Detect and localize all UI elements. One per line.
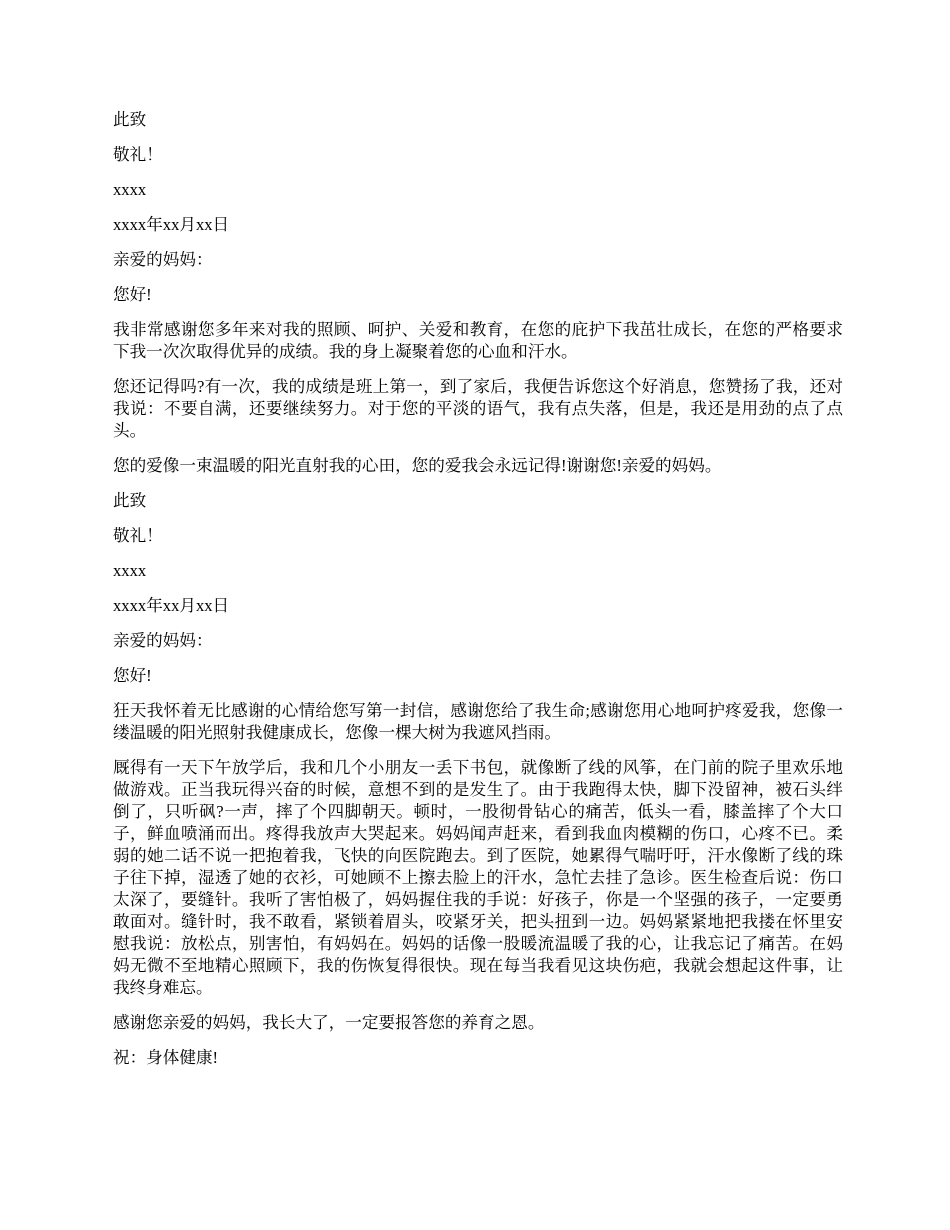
signature-name-2: xxxx [113,561,147,580]
closing-jingli-2: 敬礼！ [113,526,163,545]
body-paragraph-1: 我非常感谢您多年来对我的照顾、呵护、关爱和教育，在您的庇护下我茁壮成长，在您的严格要求下我一次次取得优异的成绩。我的身上凝聚着您的心血和汗水。 [113,320,843,361]
closing-cizhi-1: 此致 [113,110,147,129]
salutation-2: 亲爱的妈妈： [113,631,213,650]
greeting-2: 您好! [113,666,152,685]
body-paragraph-6: 感谢您亲爱的妈妈，我长大了，一定要报答您的养育之恩。 [113,1013,545,1032]
body-paragraph-3: 您的爱像一束温暖的阳光直射我的心田，您的爱我会永远记得!谢谢您!亲爱的妈妈。 [113,456,722,475]
body-paragraph-5: 厩得有一天下午放学后，我和几个小朋友一丢下书包，就像断了线的风筝，在门前的院子里欢乐地做游戏。正当我玩得兴奋的时候，意想不到的是发生了。由于我跑得太快，脚下没留神，被石头绊倒了，只听砜?一声，摔了个四脚朝天。顿时，一股彻骨钻心的痛苦，低头一看，膝盖摔了个大口子，鲜血喷涌而出。疼得我放声大哭起来。妈妈闻声赶来，看到我血肉模糊的伤口，心疼不已。柔弱的她二话不说一把抱着我，飞快的向医院跑去。到了医院，她累得气喘吁吁，汗水像断了线的珠子往下掉，湿透了她的衣衫，可她顾不上擦去脸上的汗水，急忙去挂了急诊。医生检查后说：伤口太深了，要缝针。我听了害怕极了，妈妈握住我的手说：好孩子，你是一个坚强的孩子，一定要勇敢面对。缝针时，我不敢看，紧锁着眉头，咬紧牙关，把头扭到一边。妈妈紧紧地把我搂在怀里安慰我说：放松点，别害怕，有妈妈在。妈妈的话像一股暖流温暖了我的心，让我忘记了痛苦。在妈妈无微不至地精心照顾下，我的伤恢复得很快。现在每当我看见这块伤疤，我就会想起这件事，让我终身难忘。 [113,758,843,997]
signature-date-2: xxxx年xx月xx日 [113,596,230,615]
closing-wish: 祝：身体健康! [113,1048,219,1067]
salutation-1: 亲爱的妈妈： [113,250,213,269]
closing-cizhi-2: 此致 [113,491,147,510]
body-paragraph-2: 您还记得吗?有一次，我的成绩是班上第一，到了家后，我便告诉您这个好消息，您赞扬了我，还对我说：不要自满，还要继续努力。对于您的平淡的语气，我有点失落，但是，我还是用劲的点了点头。 [113,377,843,440]
signature-date-1: xxxx年xx月xx日 [113,215,230,234]
signature-name-1: xxxx [113,180,147,199]
closing-jingli-1: 敬礼！ [113,145,163,164]
document-body [113,109,843,1082]
body-paragraph-4: 狂天我怀着无比感谢的心情给您写第一封信，感谢您给了我生命;感谢您用心地呵护疼爱我，您像一缕温暖的阳光照射我健康成长，您像一棵大树为我遮风挡雨。 [113,701,843,742]
greeting-1: 您好! [113,285,152,304]
